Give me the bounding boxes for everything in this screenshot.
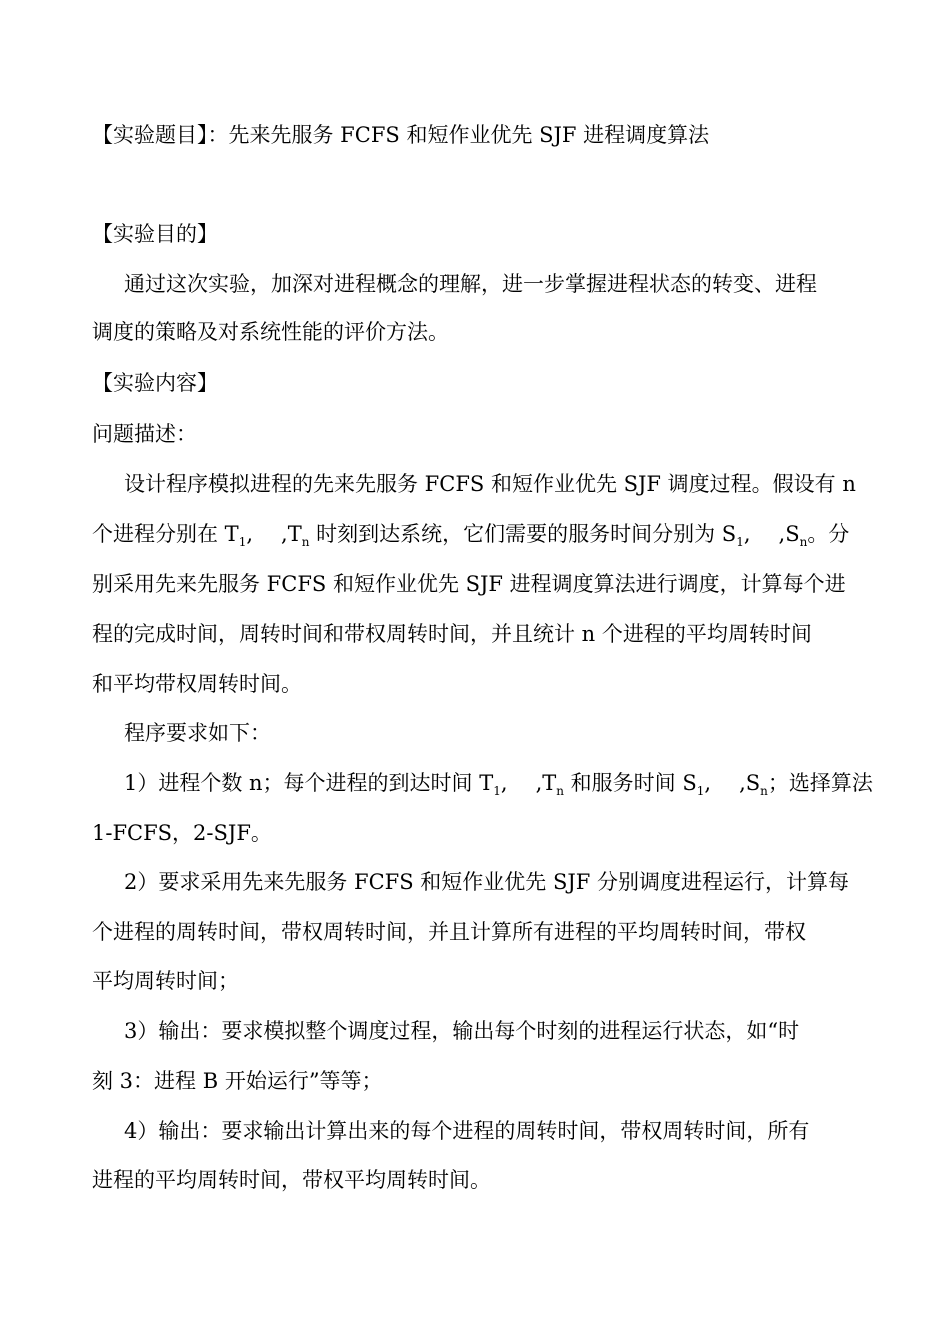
subscript: n [301, 535, 310, 549]
content-heading: 【实验内容】 [92, 371, 218, 395]
text-segment: ,S [778, 522, 800, 546]
subscript: 1 [493, 784, 501, 798]
purpose-paragraph-line: 通过这次实验，加深对进程概念的理解，进一步掌握进程状态的转变、进程 [124, 272, 817, 296]
requirement-1-line [124, 769, 873, 797]
text-segment: ,T [535, 771, 557, 795]
text-segment: ,S [739, 771, 761, 795]
text-segment: , [246, 522, 254, 546]
description-line: 设计程序模拟进程的先来先服务 FCFS 和短作业优先 SJF 调度过程。假设有 n [124, 472, 856, 496]
requirements-intro: 程序要求如下： [124, 721, 271, 745]
subscript: 1 [696, 784, 705, 798]
text-segment: 时刻到达系统，它们需要的服务时间分别为 S [309, 522, 737, 546]
text-segment: , [743, 522, 751, 546]
text-segment: 和服务时间 S [564, 771, 697, 795]
subscript: n [556, 784, 564, 798]
purpose-heading: 【实验目的】 [92, 222, 218, 246]
subscript: 1 [238, 535, 247, 549]
subscript: n [799, 535, 808, 549]
requirement-2-line: 个进程的周转时间，带权周转时间，并且计算所有进程的平均周转时间，带权 [92, 920, 806, 944]
text-segment: ；选择算法 [767, 771, 873, 795]
requirement-3-line: 刻 3：进程 B 开始运行”等等； [92, 1069, 383, 1093]
requirement-1-line: 1-FCFS，2-SJF。 [92, 821, 272, 845]
text-segment: , [500, 771, 508, 795]
text-segment: 。分 [807, 522, 850, 546]
subscript: 1 [736, 535, 744, 549]
text-segment: 个进程分别在 T [92, 522, 239, 546]
problem-label: 问题描述： [92, 422, 197, 446]
purpose-paragraph-line: 调度的策略及对系统性能的评价方法。 [92, 320, 449, 344]
requirement-2-line: 平均周转时间； [92, 969, 239, 993]
requirement-4-line: 进程的平均周转时间，带权平均周转时间。 [92, 1168, 491, 1192]
description-line: 别采用先来先服务 FCFS 和短作业优先 SJF 进程调度算法进行调度，计算每个进 [92, 572, 846, 596]
text-segment: ,T [281, 522, 302, 546]
description-line: 和平均带权周转时间。 [92, 672, 302, 696]
subscript: n [760, 784, 768, 798]
description-line: 程的完成时间，周转时间和带权周转时间，并且统计 n 个进程的平均周转时间 [92, 622, 812, 646]
text-segment: , [704, 771, 712, 795]
requirement-3-line: 3）输出：要求模拟整个调度过程，输出每个时刻的进程运行状态，如“时 [124, 1019, 800, 1043]
description-line [92, 520, 849, 548]
experiment-title: 【实验题目】：先来先服务 FCFS 和短作业优先 SJF 进程调度算法 [92, 123, 710, 147]
requirement-4-line: 4）输出：要求输出计算出来的每个进程的周转时间，带权周转时间，所有 [124, 1119, 810, 1143]
text-segment: 1）进程个数 n；每个进程的到达时间 T [124, 771, 494, 795]
requirement-2-line: 2）要求采用先来先服务 FCFS 和短作业优先 SJF 分别调度进程运行，计算每 [124, 870, 850, 894]
